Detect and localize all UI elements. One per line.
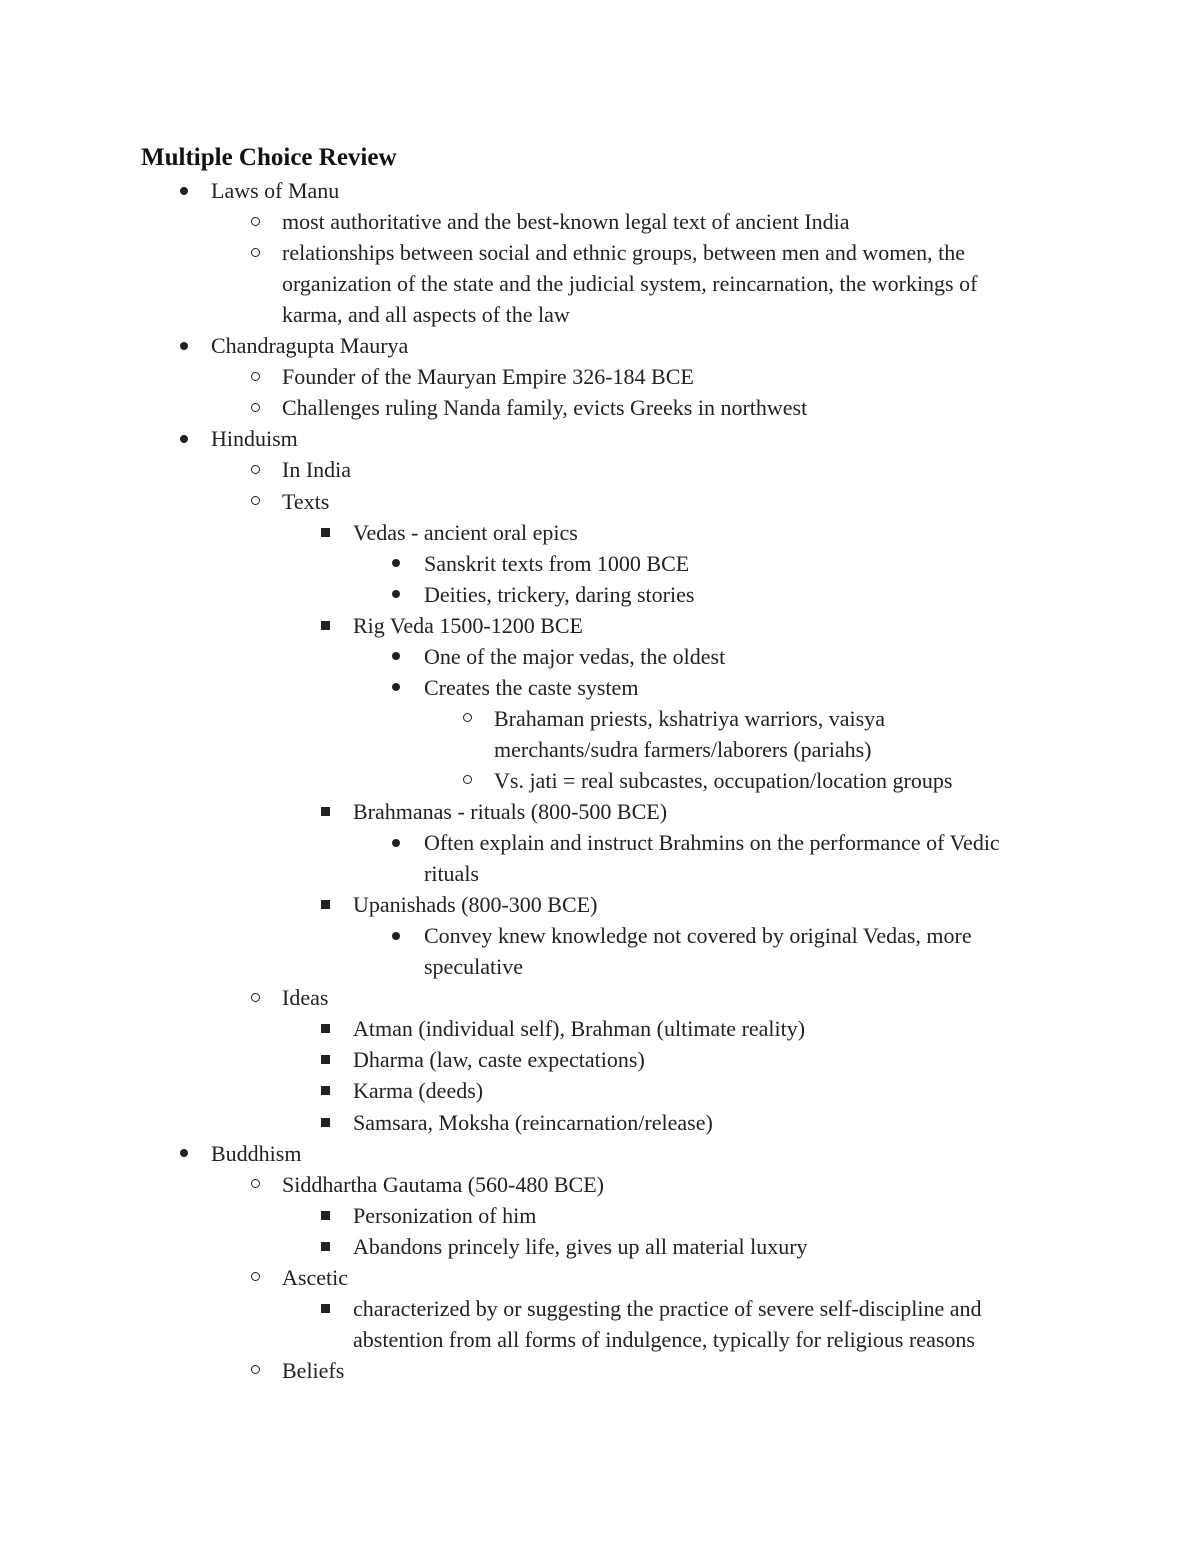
outline-item-level-3: Vedas - ancient oral epics [353, 519, 578, 545]
outline-item-level-4: Creates the caste system [424, 674, 639, 700]
circle-bullet-icon [251, 465, 260, 474]
square-bullet-icon [321, 1118, 330, 1127]
outline-item-level-2: Challenges ruling Nanda family, evicts Greeks in northwest [282, 395, 808, 421]
square-bullet-icon [321, 1211, 330, 1220]
outline-item-level-2: organization of the state and the judicial system, reincarnation, the workings of [282, 271, 978, 297]
disc-bullet-icon [180, 187, 188, 195]
outline-item-level-4: Convey knew knowledge not covered by original Vedas, more [424, 923, 972, 949]
disc-bullet-icon [180, 342, 188, 350]
outline-item-level-1: Hinduism [211, 426, 298, 452]
circle-bullet-icon [251, 496, 260, 505]
outline-item-level-5: merchants/sudra farmers/laborers (pariahs) [494, 736, 872, 762]
outline-item-level-2: relationships between social and ethnic groups, between men and women, the [282, 240, 966, 266]
circle-bullet-icon [251, 1365, 260, 1374]
circle-bullet-icon [251, 1272, 260, 1281]
outline-item-level-2: karma, and all aspects of the law [282, 302, 570, 328]
square-bullet-icon [321, 1055, 330, 1064]
outline-item-level-5: Vs. jati = real subcastes, occupation/location groups [494, 767, 953, 793]
outline-item-level-4: Deities, trickery, daring stories [424, 581, 695, 607]
outline-item-level-4: Often explain and instruct Brahmins on the performance of Vedic [424, 830, 1000, 856]
outline-item-level-5: Brahaman priests, kshatriya warriors, vaisya [494, 705, 885, 731]
outline-item-level-2: Beliefs [282, 1357, 345, 1383]
square-bullet-icon [321, 807, 330, 816]
outline-item-level-3: Dharma (law, caste expectations) [353, 1047, 645, 1073]
circle-bullet-icon [251, 993, 260, 1002]
outline-item-level-3: Upanishads (800-300 BCE) [353, 892, 598, 918]
outline-item-level-2: most authoritative and the best-known legal text of ancient India [282, 209, 850, 235]
disc-bullet-icon [180, 435, 188, 443]
square-bullet-icon [321, 1304, 330, 1313]
outline-item-level-3: Samsara, Moksha (reincarnation/release) [353, 1109, 713, 1135]
outline-item-level-2: Ascetic [282, 1264, 348, 1290]
outline-item-level-2: In India [282, 457, 352, 483]
disc-bullet-icon [392, 652, 400, 660]
page-title: Multiple Choice Review [141, 144, 397, 171]
outline-item-level-2: Founder of the Mauryan Empire 326-184 BCE [282, 364, 694, 390]
circle-bullet-icon [463, 713, 472, 722]
outline-item-level-3: Personization of him [353, 1202, 537, 1228]
outline-item-level-3: characterized by or suggesting the practice of severe self-discipline and [353, 1295, 982, 1321]
outline-item-level-2: Ideas [282, 985, 329, 1011]
disc-bullet-icon [392, 932, 400, 940]
square-bullet-icon [321, 528, 330, 537]
square-bullet-icon [321, 1024, 330, 1033]
outline-item-level-3: Brahmanas - rituals (800-500 BCE) [353, 799, 668, 824]
circle-bullet-icon [251, 248, 260, 257]
outline-item-level-3: Atman (individual self), Brahman (ultimate reality) [353, 1016, 806, 1042]
disc-bullet-icon [392, 559, 400, 567]
outline-item-level-3: Rig Veda 1500-1200 BCE [353, 612, 583, 638]
circle-bullet-icon [251, 372, 260, 381]
outline-item-level-4: speculative [424, 954, 523, 980]
square-bullet-icon [321, 621, 330, 630]
circle-bullet-icon [251, 1179, 260, 1188]
outline-item-level-2: Texts [282, 488, 330, 514]
outline-item-level-3: Karma (deeds) [353, 1078, 484, 1104]
square-bullet-icon [321, 1242, 330, 1251]
outline-item-level-1: Laws of Manu [211, 178, 340, 203]
square-bullet-icon [321, 900, 330, 909]
circle-bullet-icon [463, 775, 472, 784]
disc-bullet-icon [392, 839, 400, 847]
circle-bullet-icon [251, 403, 260, 412]
outline-item-level-1: Chandragupta Maurya [211, 333, 409, 359]
disc-bullet-icon [392, 683, 400, 691]
disc-bullet-icon [180, 1149, 188, 1157]
disc-bullet-icon [392, 590, 400, 598]
outline-item-level-2: Siddhartha Gautama (560-480 BCE) [282, 1171, 604, 1197]
circle-bullet-icon [251, 217, 260, 226]
outline-item-level-3: abstention from all forms of indulgence, typically for religious reasons [353, 1326, 975, 1352]
outline-item-level-4: One of the major vedas, the oldest [424, 643, 726, 669]
outline-item-level-1: Buddhism [211, 1140, 302, 1166]
outline-item-level-3: Abandons princely life, gives up all material luxury [353, 1233, 808, 1259]
outline-item-level-4: rituals [424, 861, 479, 887]
outline-item-level-4: Sanskrit texts from 1000 BCE [424, 550, 690, 576]
square-bullet-icon [321, 1086, 330, 1095]
